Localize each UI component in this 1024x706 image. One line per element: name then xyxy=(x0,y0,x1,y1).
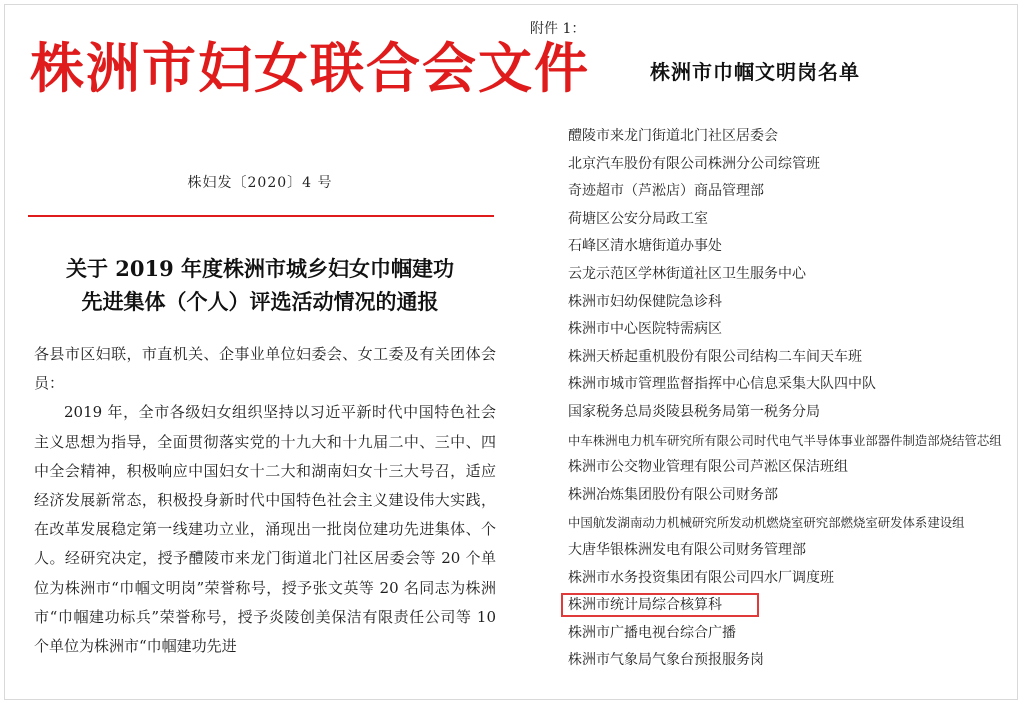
body-paragraph: 2019 年，全市各级妇女组织坚持以习近平新时代中国特色社会主义思想为指导，全面贯彻落实党的十九大和十九届二中、三中、四中全会精神，积极响应中国妇女十二大和湖南妇女十三大号召，适应经济发展新常态，积极投身新时代中国特色社会主义建设伟大实践，在改革发展稳定第一线建功立业，涌现出一批岗位建功先进集体、个人。经研究决定，授予醴陵市来龙门街道北门社区居委会等 20 个单位为株洲市“巾帼文明岗”荣誉称号，授予张文英等 20 名同志为株洲市“巾帼建功标兵”荣誉称号，授予炎陵创美保洁有限责任公司等 10 个单位为株洲市“巾帼建功先进 xyxy=(34,403,496,656)
attachment-label: 附件 1： xyxy=(530,21,586,37)
unit-list xyxy=(568,123,1002,675)
list-item: 奇迹超市（芦淞店）商品管理部 xyxy=(568,183,764,200)
masthead: 株洲市妇女联合会文件 xyxy=(30,36,590,100)
red-divider-line xyxy=(28,215,494,217)
list-item: 株洲市妇幼保健院急诊科 xyxy=(568,293,722,310)
list-item: 株洲市广播电视台综合广播 xyxy=(568,624,736,641)
document-body xyxy=(34,340,496,661)
title-line-2: 先进集体（个人）评选活动情况的通报 xyxy=(81,289,439,314)
list-item: 株洲市城市管理监督指挥中心信息采集大队四中队 xyxy=(568,376,876,393)
list-item-highlighted xyxy=(568,592,1002,620)
list-item: 荷塘区公安分局政工室 xyxy=(568,210,708,227)
list-item: 醴陵市来龙门街道北门社区居委会 xyxy=(568,128,778,144)
list-item: 石峰区清水塘街道办事处 xyxy=(568,238,722,255)
list-item: 国家税务总局炎陵县税务局第一税务分局 xyxy=(568,403,820,420)
list-item-label: 株洲市统计局综合核算科 xyxy=(568,597,722,614)
salutation: 各县市区妇联，市直机关、企事业单位妇委会、女工委及有关团体会员： xyxy=(34,345,496,393)
list-title: 株洲市巾帼文明岗名单 xyxy=(650,60,860,84)
document-title xyxy=(40,252,480,318)
highlight-box xyxy=(561,593,759,617)
list-item: 株洲市气象局气象台预报服务岗 xyxy=(568,652,764,669)
list-item: 中国航发湖南动力机械研究所发动机燃烧室研究部燃烧室研发体系建设组 xyxy=(568,515,965,531)
list-item: 株洲市中心医院特需病区 xyxy=(568,321,722,338)
document-number: 株妇发〔2020〕4 号 xyxy=(187,175,333,191)
list-item: 株洲天桥起重机股份有限公司结构二车间天车班 xyxy=(568,348,862,365)
list-item: 北京汽车股份有限公司株洲分公司综管班 xyxy=(568,155,820,172)
list-item: 中车株洲电力机车研究所有限公司时代电气半导体事业部器件制造部烧结管芯组 xyxy=(568,432,1002,448)
title-line-1: 关于 2019 年度株洲市城乡妇女巾帼建功 xyxy=(65,256,455,281)
list-item: 株洲冶炼集团股份有限公司财务部 xyxy=(568,486,778,503)
list-item: 大唐华银株洲发电有限公司财务管理部 xyxy=(568,541,806,558)
list-item: 株洲市公交物业管理有限公司芦淞区保洁班组 xyxy=(568,459,848,476)
list-item: 株洲市水务投资集团有限公司四水厂调度班 xyxy=(568,569,834,586)
right-page xyxy=(520,0,1024,706)
list-item: 云龙示范区学林街道社区卫生服务中心 xyxy=(568,265,806,282)
